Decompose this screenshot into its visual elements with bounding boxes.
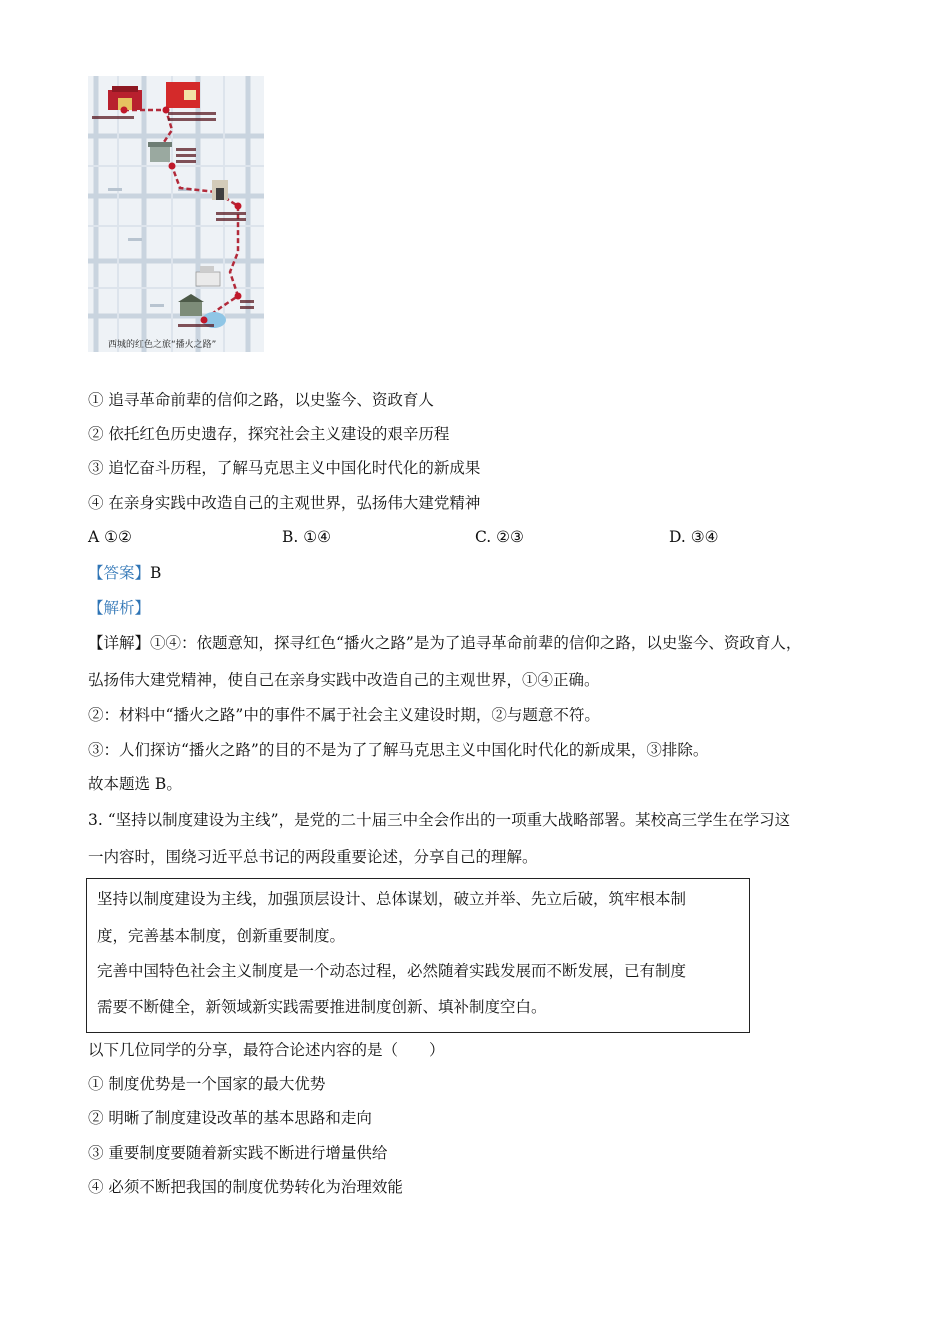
answer-value: B [150, 564, 162, 582]
q2-option-3: ③ 追忆奋斗历程，了解马克思主义中国化时代化的新成果 [88, 459, 481, 477]
quote-line-3: 完善中国特色社会主义制度是一个动态过程，必然随着实践发展而不断发展，已有制度 [97, 962, 687, 980]
quote-line-2: 度，完善基本制度，创新重要制度。 [97, 927, 346, 945]
q3-stem-line-2: 一内容时，围绕习近平总书记的两段重要论述，分享自己的理解。 [88, 848, 538, 866]
quote-box [86, 878, 750, 1033]
quote-line-4: 需要不断健全，新领域新实践需要推进制度创新、填补制度空白。 [97, 998, 547, 1016]
q3-option-1: ① 制度优势是一个国家的最大优势 [88, 1075, 326, 1093]
detail-line-2: 弘扬伟大建党精神，使自己在亲身实践中改造自己的主观世界，①④正确。 [88, 671, 600, 689]
q3-stem-line-1: 3. “坚持以制度建设为主线”，是党的二十届三中全会作出的一项重大战略部署。某校高三学生在学习这 [88, 811, 791, 829]
q2-option-4: ④ 在亲身实践中改造自己的主观世界，弘扬伟大建党精神 [88, 494, 481, 512]
q2-option-1: ① 追寻革命前辈的信仰之路，以史鉴今、资政育人 [88, 391, 434, 409]
choice-a: A ①② [88, 528, 132, 546]
detail-line-1: 【详解】①④：依题意知，探寻红色“播火之路”是为了追寻革命前辈的信仰之路，以史鉴今、资政育人， [88, 634, 802, 652]
route-map-figure [88, 76, 264, 352]
choice-d: D. ③④ [669, 528, 719, 546]
detail-line-3: ②：材料中“播火之路”中的事件不属于社会主义建设时期，②与题意不符。 [88, 706, 600, 724]
q3-question: 以下几位同学的分享，最符合论述内容的是（ ） [88, 1041, 445, 1059]
quote-line-1: 坚持以制度建设为主线，加强顶层设计、总体谋划，破立并举、先立后破，筑牢根本制 [97, 890, 687, 908]
choice-b: B. ①④ [282, 528, 332, 546]
answer-label: 【答案】 [88, 564, 151, 582]
route-map-image [88, 76, 264, 352]
q3-option-4: ④ 必须不断把我国的制度优势转化为治理效能 [88, 1178, 403, 1196]
choice-c: C. ②③ [475, 528, 524, 546]
conclusion-line: 故本题选 B。 [88, 775, 182, 793]
detail-line-4: ③：人们探访“播火之路”的目的不是为了了解马克思主义中国化时代化的新成果，③排除。 [88, 741, 709, 759]
analysis-label: 【解析】 [88, 599, 151, 617]
q3-option-2: ② 明晰了制度建设改革的基本思路和走向 [88, 1109, 372, 1127]
figure-caption: 西城的红色之旅“播火之路” [108, 340, 217, 350]
answer-line [88, 563, 161, 583]
q3-option-3: ③ 重要制度要随着新实践不断进行增量供给 [88, 1144, 388, 1162]
q2-option-2: ② 依托红色历史遗存，探究社会主义建设的艰辛历程 [88, 425, 450, 443]
